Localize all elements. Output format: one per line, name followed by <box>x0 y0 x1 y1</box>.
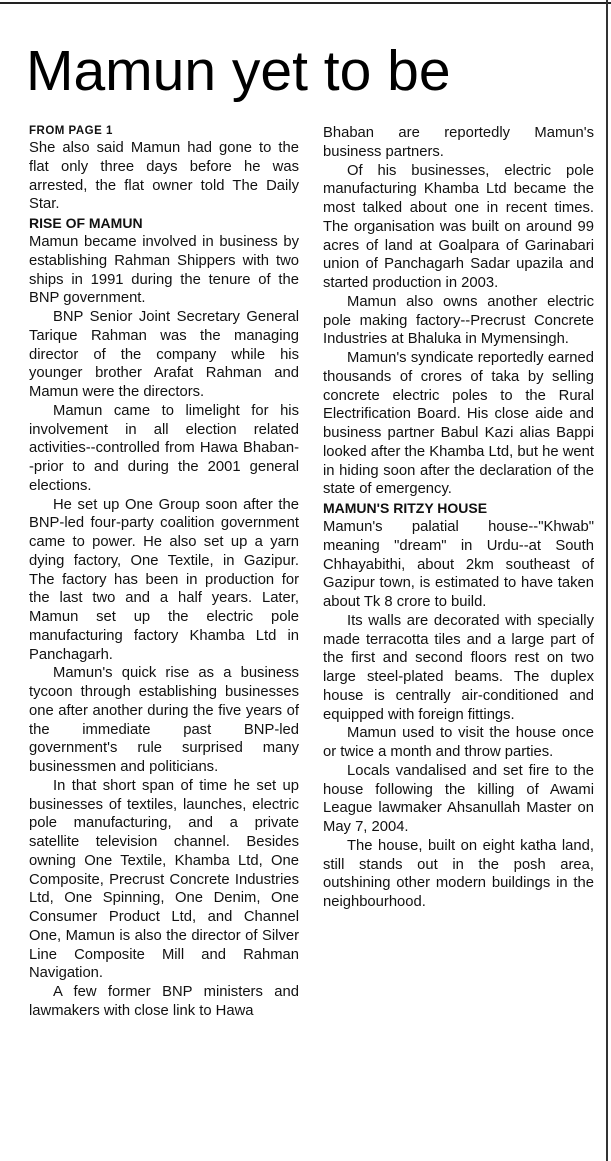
subhead-rise-of-mamun: RISE OF MAMUN <box>29 215 143 231</box>
paragraph: The house, built on eight katha land, still stands out in the posh area, outshining other modern buildings in the neighbourhood. <box>323 837 594 910</box>
paragraph: Bhaban are reportedly Mamun's business partners. <box>323 125 594 160</box>
headline: Mamun yet to be <box>26 39 451 103</box>
paragraph: Mamun also owns another electric pole making factory--Precrust Concrete Industries at Bhaluka in Mymensingh. <box>323 293 594 348</box>
paragraph: Of his businesses, electric pole manufacturing Khamba Ltd became the most talked about one in recent times. The organisation was built on around 99 acres of land at Goalpara of Garinabari union of Panchagarh Sadar upazila and started production in 2003. <box>323 162 594 291</box>
paragraph: Mamun came to limelight for his involvement in all election related activities--controlled from Hawa Bhaban--prior to and during the 2001 general elections. <box>29 402 299 494</box>
paragraph: Mamun became involved in business by establishing Rahman Shippers with two ships in 1991 during the tenure of the BNP government. <box>29 234 299 307</box>
paragraph: Mamun's syndicate reportedly earned thousands of crores of taka by selling concrete electric poles to the Rural Electrification Board. His close aide and business partner Babul Kazi alias Bappi looked after the Khamba Ltd, but he went in hiding soon after the declaration of the state of emergency. <box>323 350 594 498</box>
paragraph: Locals vandalised and set fire to the house following the killing of Awami League lawmaker Ahsanullah Master on May 7, 2004. <box>323 762 594 835</box>
top-rule <box>0 2 611 4</box>
paragraph: She also said Mamun had gone to the flat only three days before he was arrested, the flat owner told The Daily Star. <box>29 140 299 213</box>
paragraph: Mamun's quick rise as a business tycoon through establishing businesses one after another during the five years of the immediate past BNP-led government's rule surprised many businessmen and politicians. <box>29 665 299 775</box>
paragraph: Mamun's palatial house--"Khwab" meaning "dream" in Urdu--at South Chhayabithi, about 2km southeast of Gazipur town, is estimated to have taken about Tk 8 crore to build. <box>323 519 594 610</box>
kicker: FROM PAGE 1 <box>29 125 113 137</box>
right-column <box>323 124 594 912</box>
paragraph: In that short span of time he set up businesses of textiles, launches, electric pole manufacturing, and a private satellite television channel. Besides owning One Textile, Khamba Ltd, One Composite, Precrust Concrete Industries Ltd, One Spinning, One Denim, One Consumer Product Ltd, and Channel One, Mamun is also the director of Silver Line Composite Mill and Rahman Navigation. <box>29 777 299 982</box>
left-column <box>29 124 299 1021</box>
right-column-rule <box>606 0 608 1161</box>
paragraph: A few former BNP ministers and lawmakers with close link to Hawa <box>29 984 299 1019</box>
subhead-mamuns-ritzy-house: MAMUN'S RITZY HOUSE <box>323 500 488 516</box>
paragraph: Mamun used to visit the house once or twice a month and throw parties. <box>323 725 594 760</box>
paragraph: Its walls are decorated with specially made terracotta tiles and a large part of the first and second floors rest on two large steel-plated beams. The duplex house is centrally air-conditioned and equipped with foreign fittings. <box>323 612 594 723</box>
paragraph: He set up One Group soon after the BNP-led four-party coalition government came to power. He also set up a yarn dying factory, One Textile, in Gazipur. The factory has been in production for the last two and a half years. Later, Mamun set up the electric pole manufacturing factory Khamba Ltd in Panchagarh. <box>29 496 299 663</box>
paragraph: BNP Senior Joint Secretary General Tarique Rahman was the managing director of the company while his younger brother Arafat Rahman and Mamun were the directors. <box>29 309 299 400</box>
